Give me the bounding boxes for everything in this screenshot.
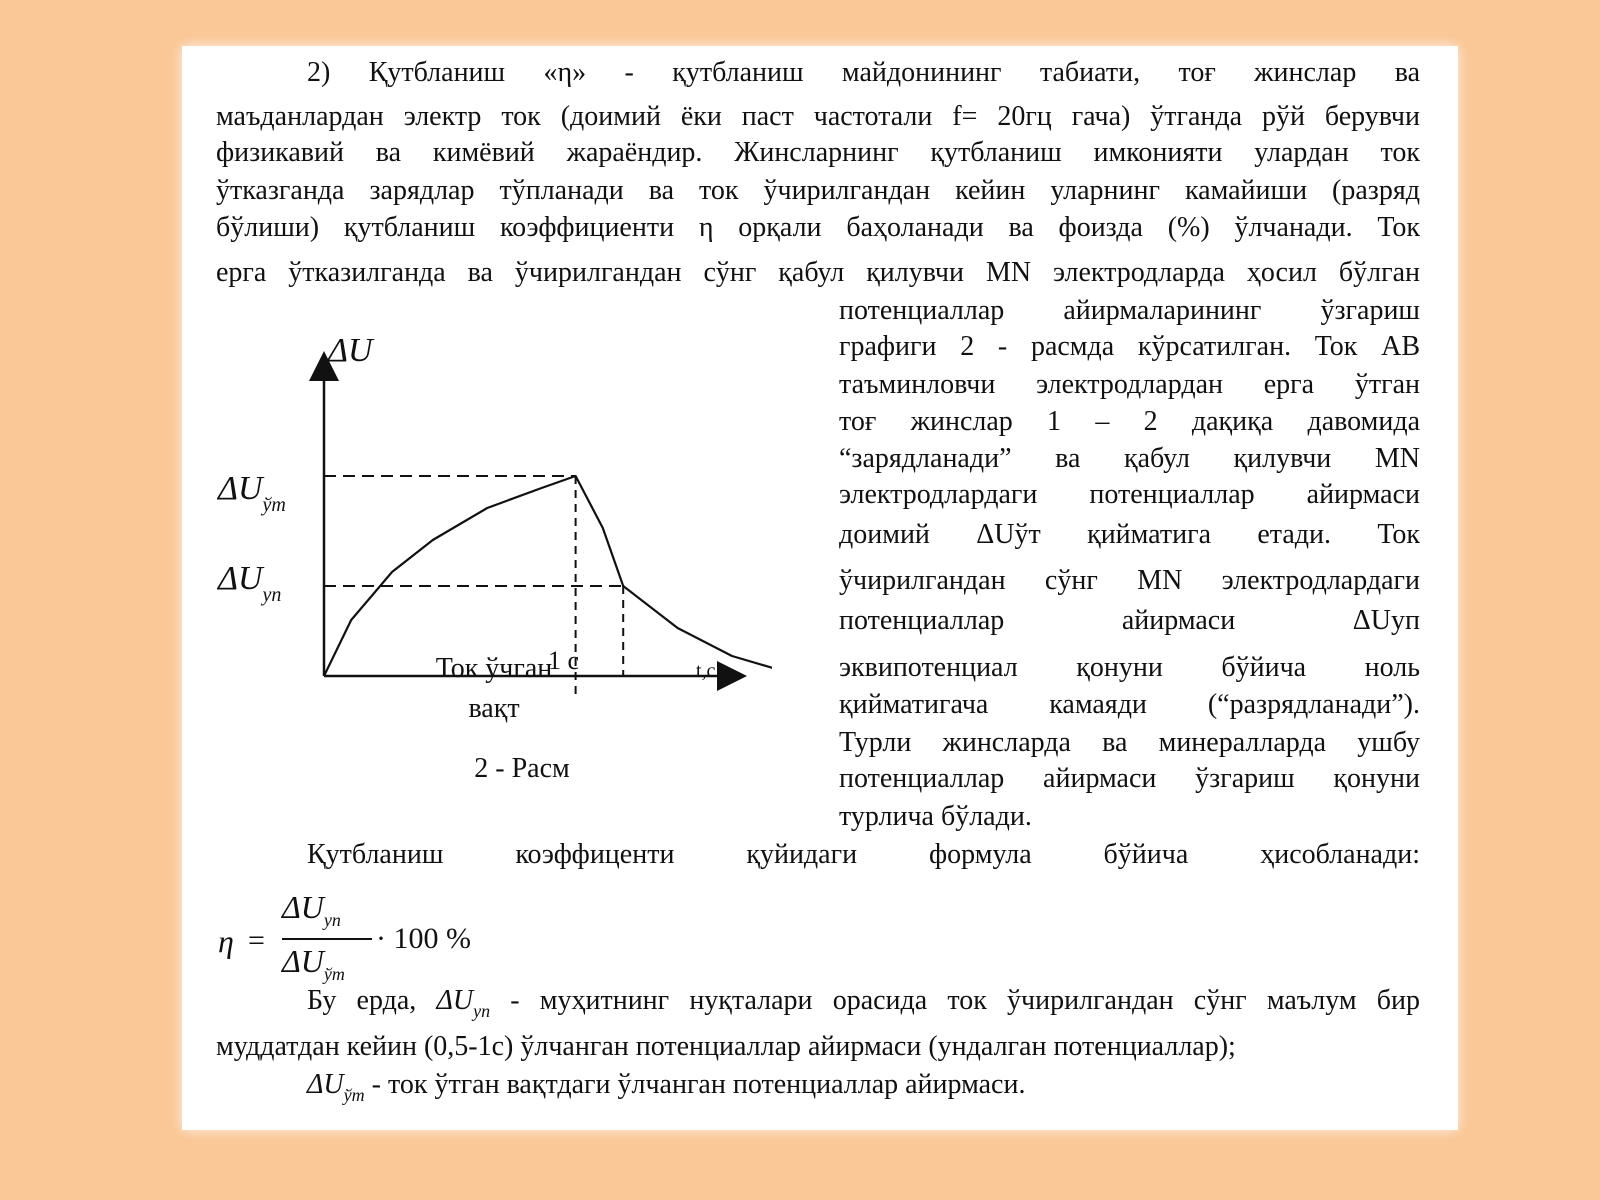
paragraph-line: ўтказганда зарядлар тўпланади ва ток ўчирилгандан кейин уларнинг камайиши (разряд	[216, 175, 1420, 206]
explanation-line: Бу ерда, $\Delta U_{уп}$ - муҳитнинг нуқталари орасида ток ўчирилгандан сўнг маълум бир	[307, 985, 1420, 1021]
right-column-line: Турли жинсларда ва минералларда ушбу	[839, 727, 1420, 758]
right-column-line: “зарядланади” ва қабул қилувчи MN	[839, 443, 1420, 474]
formula-equals: =	[248, 924, 265, 957]
right-column-line: потенциаллар айирмаси ΔUуп	[839, 605, 1420, 636]
right-column-line: турлича бўлади.	[839, 801, 1032, 832]
right-column-line: потенциаллар айирмаларининг ўзгариш	[839, 295, 1420, 326]
paragraph-line: ерга ўтказилганда ва ўчирилгандан сўнг қабул қилувчи MN электродларда ҳосил бўлган	[216, 257, 1420, 288]
explanation-line: $\Delta U_{ўт}$ - ток ўтган вақтдаги ўлчанган потенциаллар айирмаси.	[307, 1069, 1026, 1105]
formula-denominator: $\Delta U_{ўт}$	[282, 943, 345, 984]
right-column-line: таъминловчи электродлардан ерга ўтган	[839, 369, 1420, 400]
formula-eta: η	[218, 923, 234, 959]
right-column-line: графиги 2 - расмда кўрсатилган. Ток АВ	[839, 331, 1420, 362]
right-column-line: доимий ΔUўт қийматига етади. Ток	[839, 519, 1420, 550]
right-column-line: электродлардаги потенциаллар айирмаси	[839, 479, 1420, 510]
paragraph-line: бўлиши) қутбланиш коэффициенти η орқали баҳоланади ва фоизда (%) ўлчанади. Ток	[216, 212, 1420, 243]
formula-numerator: $\Delta U_{уп}$	[282, 889, 341, 930]
figure-title: 2 - Расм	[474, 753, 570, 778]
right-column-line: ўчирилгандан сўнг MN электродлардаги	[839, 565, 1420, 596]
figure-caption-line1: Ток ўчган	[435, 653, 553, 684]
x-axis-unit: t,c	[696, 660, 716, 682]
paragraph-line: маъданлардан электр ток (доимий ёки паст частотали f= 20гц гача) ўтганда рўй берувчи	[216, 101, 1420, 132]
tick-label-1c: 1 с	[548, 646, 580, 675]
right-column-line: потенциаллар айирмаси ўзгариш қонуни	[839, 763, 1420, 794]
paragraph-line: 2) Қутбланиш «η» - қутбланиш майдонининг табиати, тоғ жинслар ва	[307, 57, 1420, 88]
document-page	[182, 46, 1458, 1130]
right-column-line: тоғ жинслар 1 – 2 дақиқа давомида	[839, 406, 1420, 437]
paragraph-line: физикавий ва кимёвий жараёндир. Жинсларнинг қутбланиш имконияти улардан ток	[216, 137, 1420, 168]
level-label-up: $\Delta U_{уп}$	[218, 560, 282, 606]
y-axis-label: ΔU	[328, 332, 373, 369]
figure-caption-line2: вақт	[468, 693, 520, 724]
formula-intro: Қутбланиш коэффиценти қуйидаги формула бўйича ҳисобланади:	[307, 839, 1420, 870]
fraction-bar	[282, 938, 372, 940]
right-column-line: эквипотенциал қонуни бўйича ноль	[839, 652, 1420, 683]
level-label-ut: $\Delta U_{ўт}$	[218, 470, 286, 516]
formula-multiplier: · 100 %	[376, 922, 471, 955]
explanation-line: муддатдан кейин (0,5-1с) ўлчанган потенциаллар айирмаси (ундалган потенциаллар);	[216, 1031, 1236, 1062]
right-column-line: қийматигача камаяди (“разрядланади”).	[839, 689, 1420, 720]
